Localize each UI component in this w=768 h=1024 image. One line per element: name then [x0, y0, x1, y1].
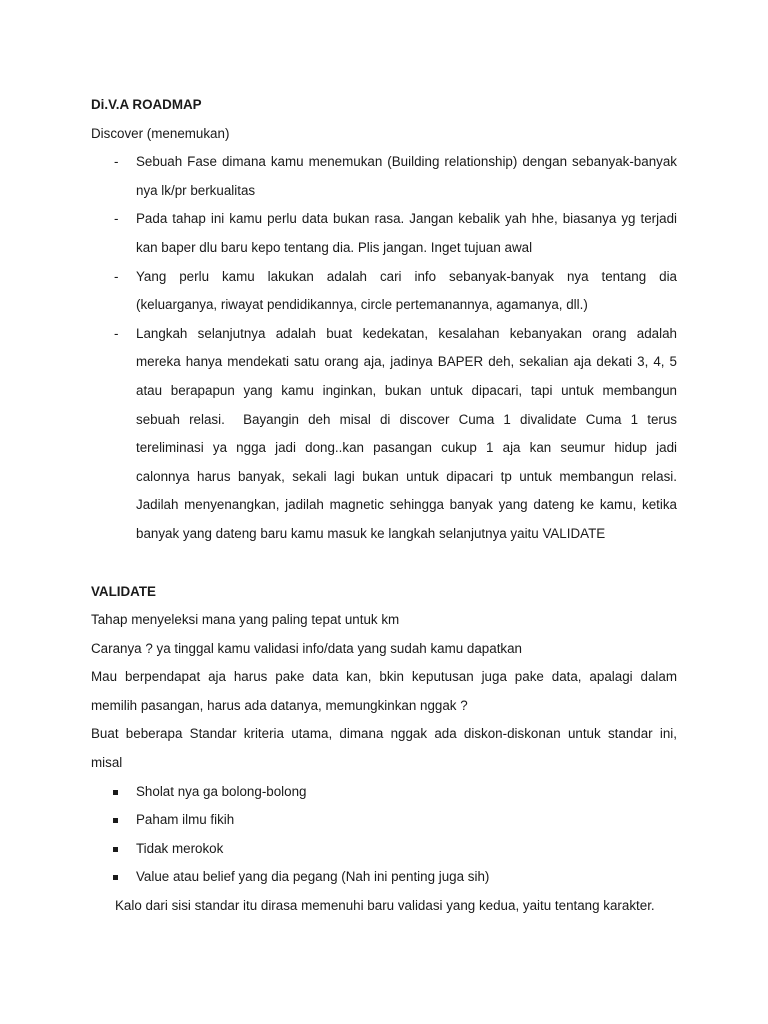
- criteria-text: Tidak merokok: [136, 840, 224, 856]
- validate-paragraph-line: misal: [91, 755, 123, 771]
- validate-paragraph-line: Buat beberapa Standar kriteria utama, dimana nggak ada diskon-diskonan untuk standar ini,: [91, 726, 677, 742]
- criteria-text: Value atau belief yang dia pegang (Nah ini penting juga sih): [136, 869, 490, 885]
- square-bullet-icon: [113, 875, 118, 880]
- square-bullet-icon: [113, 818, 118, 823]
- document-page: [91, 91, 677, 921]
- validate-paragraph-line: Mau berpendapat aja harus pake data kan, bkin keputusan juga pake data, apalagi dalam: [91, 669, 677, 685]
- document-title: Di.V.A ROADMAP: [91, 97, 202, 112]
- item-line: mereka hanya mendekati satu orang aja, jadinya BAPER deh, sekalian aja dekati 3, 4, 5: [136, 354, 677, 370]
- item-line: banyak yang dateng baru kamu masuk ke langkah selanjutnya yaitu VALIDATE: [136, 525, 606, 541]
- square-bullet-icon: [113, 790, 118, 795]
- criteria-bullet-item: [91, 778, 677, 807]
- dash-marker: -: [114, 325, 119, 341]
- discover-heading: Discover (menemukan): [91, 125, 230, 141]
- validate-closing: Kalo dari sisi standar itu dirasa memenuhi baru validasi yang kedua, yaitu tentang karakter.: [115, 898, 655, 914]
- item-line: kan baper dlu baru kepo tentang dia. Plis jangan. Inget tujuan awal: [136, 239, 533, 255]
- discover-item: [91, 205, 677, 262]
- section-spacer: [91, 549, 677, 578]
- item-line: nya lk/pr berkualitas: [136, 182, 256, 198]
- item-line: atau berapapun yang kamu inginkan, bukan untuk dipacari, tapi untuk membangun: [136, 382, 677, 398]
- discover-item: [91, 263, 677, 320]
- item-line: calonnya harus banyak, sekali lagi bukan untuk dipacari tp untuk membangun relasi.: [136, 468, 677, 484]
- item-line: Yang perlu kamu lakukan adalah cari info sebanyak-banyak nya tentang dia: [136, 268, 677, 284]
- criteria-text: Paham ilmu fikih: [136, 812, 235, 828]
- validate-line: Tahap menyeleksi mana yang paling tepat untuk km: [91, 612, 400, 628]
- criteria-bullet-item: [91, 806, 677, 835]
- item-line: Sebuah Fase dimana kamu menemukan (Building relationship) dengan sebanyak-banyak: [136, 154, 677, 170]
- square-bullet-icon: [113, 847, 118, 852]
- validate-paragraph-line: memilih pasangan, harus ada datanya, memungkinkan nggak ?: [91, 697, 468, 713]
- discover-item: [91, 148, 677, 205]
- item-line: (keluarganya, riwayat pendidikannya, circle pertemanannya, agamanya, dll.): [136, 297, 588, 313]
- criteria-bullet-item: [91, 835, 677, 864]
- item-line: Pada tahap ini kamu perlu data bukan rasa. Jangan kebalik yah hhe, biasanya yg terjadi: [136, 211, 677, 227]
- item-line: Jadilah menyenangkan, jadilah magnetic sehingga banyak yang dateng ke kamu, ketika: [136, 497, 677, 513]
- criteria-text: Sholat nya ga bolong-bolong: [136, 783, 307, 799]
- discover-item: [91, 320, 677, 549]
- criteria-bullet-item: [91, 863, 677, 892]
- dash-marker: -: [114, 211, 119, 227]
- item-line: tereliminasi ya ngga jadi dong..kan pasangan cukup 1 aja kan seumur hidup jadi: [136, 440, 677, 456]
- dash-marker: -: [114, 154, 119, 170]
- validate-line: Caranya ? ya tinggal kamu validasi info/data yang sudah kamu dapatkan: [91, 640, 523, 656]
- item-line: sebuah relasi. Bayangin deh misal di discover Cuma 1 divalidate Cuma 1 terus: [136, 411, 677, 427]
- validate-heading: VALIDATE: [91, 583, 156, 599]
- item-line: Langkah selanjutnya adalah buat kedekatan, kesalahan kebanyakan orang adalah: [136, 325, 677, 341]
- dash-marker: -: [114, 268, 119, 284]
